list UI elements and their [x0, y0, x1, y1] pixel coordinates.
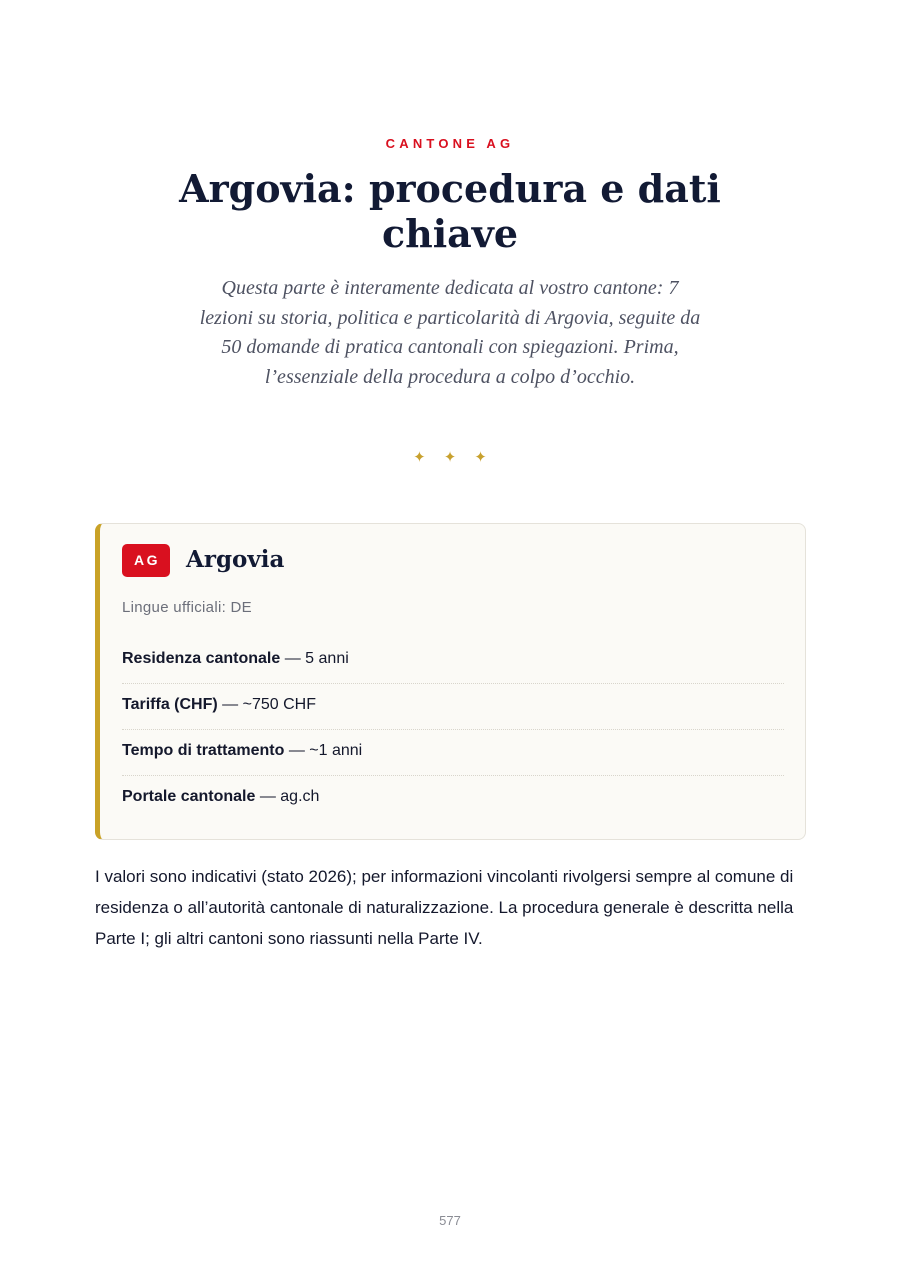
- fact-label: Portale cantonale: [122, 788, 256, 805]
- page-number: 577: [439, 1213, 461, 1228]
- page-title: Argovia: procedura e dati chiave: [179, 166, 721, 256]
- fact-separator: —: [217, 696, 243, 713]
- fact-row-residence: [122, 638, 784, 684]
- fact-value: ag.ch: [280, 788, 320, 805]
- fact-separator: —: [255, 788, 281, 805]
- canton-name: Argovia: [186, 546, 285, 573]
- disclaimer-note: I valori sono indicativi (stato 2026); per informazioni vincolanti rivolgersi sempre al comune di residenza o all’autorità cantonale di naturalizzazione. La procedura generale è descritta nella Parte I; gli altri cantoni sono riassunti nella Parte IV.: [95, 867, 794, 948]
- fact-value: ~1 anni: [309, 742, 363, 759]
- fact-row-fee: [122, 684, 784, 730]
- intro-paragraph: Questa parte è interamente dedicata al vostro cantone: 7 lezioni su storia, politica e particolarità di Argovia, seguite da 50 domande di pratica cantonali con spiegazioni. Prima, l’essenziale della procedura a colpo d’occhio.: [199, 277, 701, 388]
- official-languages: Lingue ufficiali: DE: [122, 599, 252, 616]
- fact-separator: —: [280, 650, 306, 667]
- canton-info-card: [95, 523, 806, 840]
- fact-row-processing-time: [122, 730, 784, 776]
- canton-badge: AG: [122, 544, 170, 577]
- key-facts-list: [122, 638, 784, 822]
- fact-label: Tempo di trattamento: [122, 742, 285, 759]
- fact-label: Residenza cantonale: [122, 650, 281, 667]
- fact-separator: —: [284, 742, 310, 759]
- fact-label: Tariffa (CHF): [122, 696, 218, 713]
- fact-value: 5 anni: [305, 650, 349, 667]
- fact-value: ~750 CHF: [242, 696, 316, 713]
- fact-row-portal: [122, 776, 784, 822]
- star-ornament-icon: ✦✦✦: [413, 448, 505, 466]
- section-kicker: CANTONE AG: [385, 136, 515, 151]
